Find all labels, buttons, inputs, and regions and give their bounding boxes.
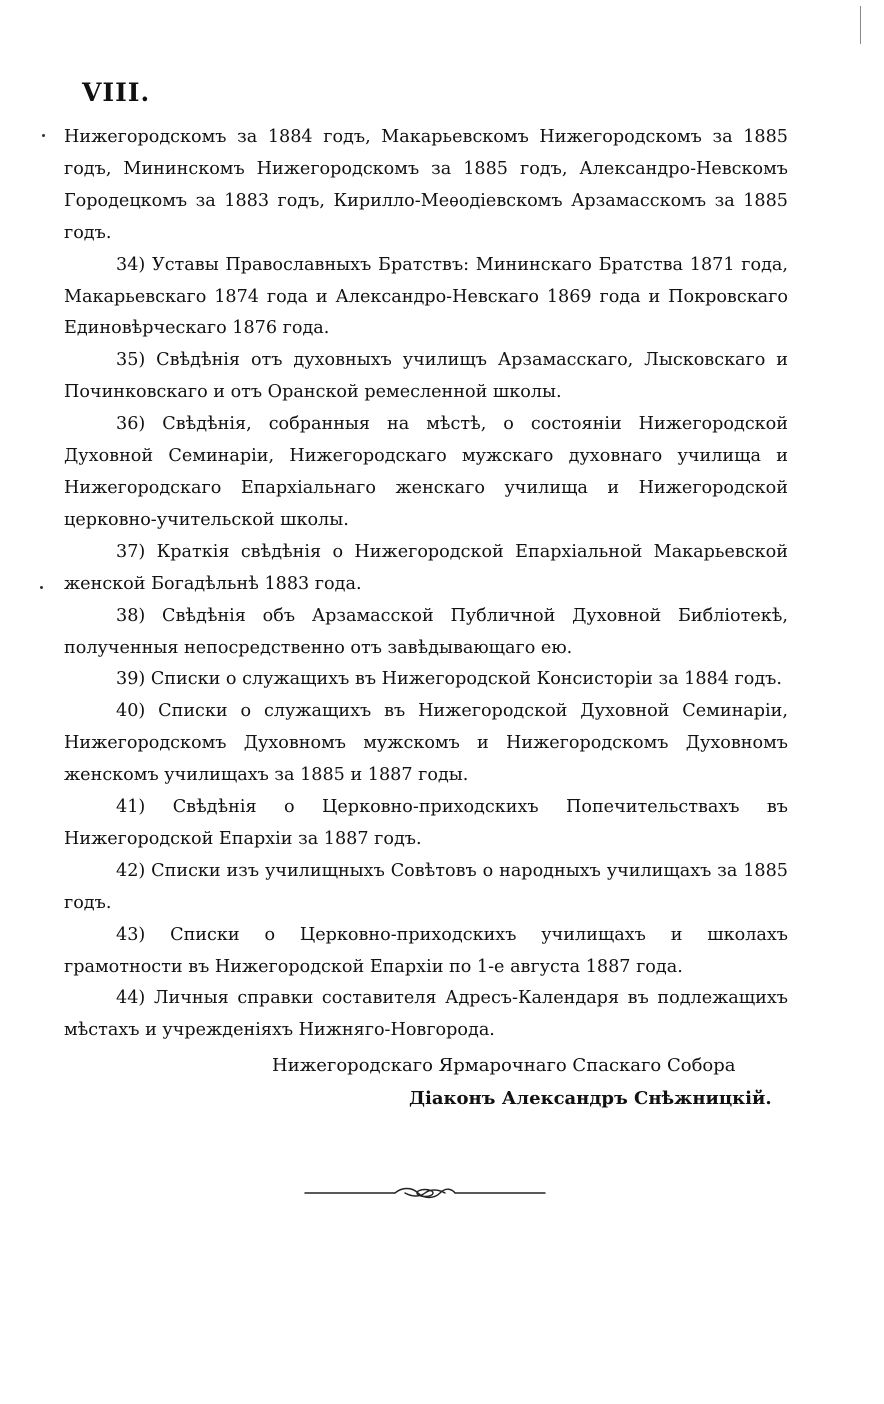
flourish-divider-icon [300,1183,550,1203]
scan-speck [40,586,43,589]
list-item-41: 41) Свѣдѣнія о Церковно-приходскихъ Попечительствахъ въ Нижегородской Епархіи за 1887 годъ. [64,797,788,849]
list-item-35: 35) Свѣдѣнія отъ духовныхъ училищъ Арзамасскаго, Лысковскаго и Починковскаго и отъ Оранской ремесленной школы. [64,350,788,403]
continued-paragraph: Нижегородскомъ за 1884 годъ, Макарьевскомъ Нижегородскомъ за 1885 годъ, Мининскомъ Нижегородскомъ за 1885 годъ, Александро-Невскомъ Городецкомъ за 1883 годъ, Кирилло-Меѳодіевскомъ Арзамасскомъ за 1885 годъ. [64,127,788,243]
signature-name: Діаконъ Александръ Снѣжницкій. [409,1088,772,1109]
list-item-42: 42) Списки изъ училищныхъ Совѣтовъ о народныхъ училищахъ за 1885 годъ. [64,860,788,913]
list-item-40: 40) Списки о служащихъ въ Нижегородской Духовной Семинаріи, Нижегородскомъ Духовномъ мужскомъ и Нижегородскомъ Духовномъ женскомъ училищахъ за 1885 и 1887 годы. [64,701,788,786]
scan-edge-mark [860,6,861,44]
list-item-39: 39) Списки о служащихъ въ Нижегородской Консисторіи за 1884 годъ. [116,669,782,690]
document-body [64,122,788,1047]
page-number: VIII. [82,78,151,107]
signature-affiliation: Нижегородскаго Ярмарочнаго Спаскаго Собора [272,1055,736,1076]
list-item-37: 37) Краткія свѣдѣнія о Нижегородской Епархіальной Макарьевской женской Богадѣльнѣ 1883 года. [64,541,788,594]
list-item-43: 43) Списки о Церковно-приходскихъ училищахъ и школахъ грамотности въ Нижегородской Епархіи по 1-е августа 1887 года. [64,924,788,977]
scan-speck [42,134,45,137]
list-item-44: 44) Личныя справки составителя Адресъ-Календаря въ подлежащихъ мѣстахъ и учрежденіяхъ Нижняго-Новгорода. [64,988,788,1041]
list-item-36: 36) Свѣдѣнія, собранныя на мѣстѣ, о состояніи Нижегородской Духовной Семинаріи, Нижегородскаго мужскаго духовнаго училища и Нижегородскаго Епархіальнаго женскаго училища и Нижегородской церковно-учительской школы. [64,414,788,530]
list-item-34: 34) Уставы Православныхъ Братствъ: Мининскаго Братства 1871 года, Макарьевскаго 1874 года и Александро-Невскаго 1869 года и Покровскаго Единовѣрческаго 1876 года. [64,254,788,339]
list-item-38: 38) Свѣдѣнія объ Арзамасской Публичной Духовной Библіотекѣ, полученныя непосредственно отъ завѣдывающаго ею. [64,605,788,658]
signature-block [64,1049,788,1115]
